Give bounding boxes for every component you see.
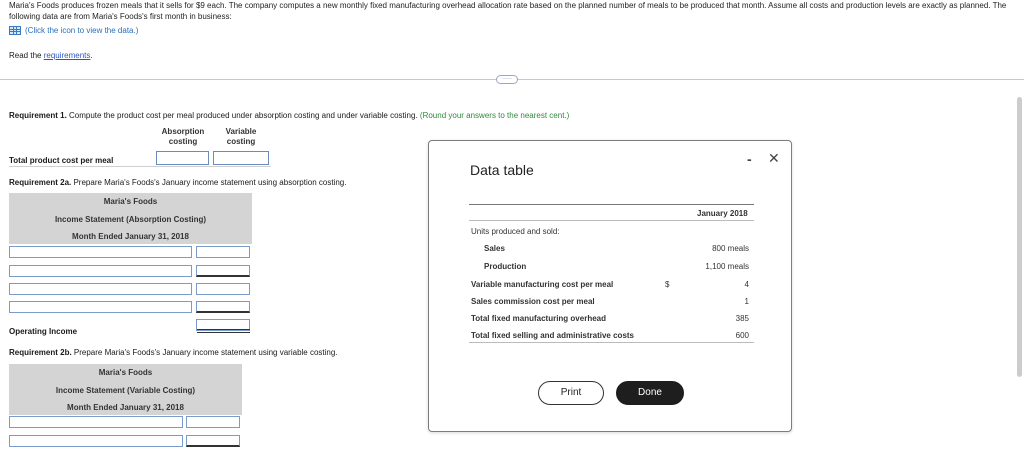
variable-line-amount-input[interactable] [186,416,240,428]
absorption-line-amount-input[interactable] [196,301,250,313]
variable-line-amount-input[interactable] [186,435,240,447]
table-top-rule [469,204,754,205]
data-table-icon[interactable] [9,26,21,35]
problem-intro: Maria's Foods produces frozen meals that it sells for $9 each. The company computes a new monthly fixed manufacturing overhead allocation rate based on the planned number of meals to be produced that month. Assume all costs and production levels are exactly as planned. The following data are from Maria's Foods's first month in business: [9,1,1007,21]
print-button[interactable]: Print [538,381,604,405]
operating-income-label: Operating Income [9,327,78,336]
read-requirements: Read the requirements. [9,51,93,60]
company-name: Maria's Foods [103,197,158,206]
absorption-line-label-input[interactable] [9,246,192,258]
data-row-currency: $ [665,280,670,289]
absorption-line-label-input[interactable] [9,301,192,313]
variable-line-label-input[interactable] [9,435,183,447]
absorption-line-amount-input[interactable] [196,265,250,277]
data-row-label: Sales [484,244,505,253]
data-row-label: Production [484,262,527,271]
table-bottom-rule [469,342,754,343]
statement-title: Income Statement (Absorption Costing) [54,214,207,224]
data-row-value: 4 [744,280,749,289]
rounding-hint: (Round your answers to the nearest cent.) [419,111,570,120]
absorption-line-label-input[interactable] [9,283,192,295]
data-row-label: Sales commission cost per meal [471,297,595,306]
page-scrollbar[interactable] [1017,97,1022,377]
data-table-modal [428,140,792,432]
variable-line-label-input[interactable] [9,416,183,428]
double-underline [197,329,250,333]
requirement-2a-prompt: Requirement 2a. Prepare Maria's Foods's January income statement using absorption costing. [9,178,347,187]
column-header-variable: Variable costing [225,127,257,146]
absorption-cost-input[interactable] [156,151,209,165]
absorption-line-amount-input[interactable] [196,283,250,295]
data-row-label: Variable manufacturing cost per meal [471,280,614,289]
absorption-statement-heading [9,193,252,244]
column-header-january: January 2018 [697,209,748,218]
data-row-label: Total fixed manufacturing overhead [471,314,606,323]
variable-cost-input[interactable] [213,151,269,165]
requirements-link[interactable]: requirements [43,51,91,60]
data-row-value: 385 [735,314,749,323]
view-data-text[interactable]: (Click the icon to view the data.) [25,26,139,35]
data-row-label: Total fixed selling and administrative costs [471,331,635,340]
modal-title: Data table [470,162,534,178]
expand-toggle[interactable]: ····· [496,75,518,84]
cost-row-underline [9,166,271,167]
data-row-value: 1,100 meals [705,262,749,271]
minimize-icon[interactable]: - [747,151,752,167]
absorption-line-amount-input[interactable] [196,246,250,258]
variable-statement-heading [9,364,242,415]
close-icon[interactable]: ✕ [768,150,780,166]
table-header-rule [469,220,754,221]
data-row-label: Units produced and sold: [471,227,560,236]
view-data-link[interactable] [9,26,138,35]
requirement-1-prompt: Requirement 1. Compute the product cost per meal produced under absorption costing and under variable costing. (Round your answers to the nearest cent.) [9,111,570,120]
data-row-value: 600 [735,331,749,340]
data-row-value: 800 meals [712,244,749,253]
statement-period: Month Ended January 31, 2018 [72,232,189,241]
statement-title: Income Statement (Variable Costing) [55,385,196,395]
total-product-cost-label: Total product cost per meal [9,156,114,165]
requirement-2b-prompt: Requirement 2b. Prepare Maria's Foods's January income statement using variable costing. [9,348,338,357]
column-header-absorption: Absorption costing [161,127,205,146]
statement-period: Month Ended January 31, 2018 [67,403,184,412]
absorption-line-label-input[interactable] [9,265,192,277]
data-row-value: 1 [744,297,749,306]
company-name: Maria's Foods [98,368,153,377]
done-button[interactable]: Done [616,381,684,405]
